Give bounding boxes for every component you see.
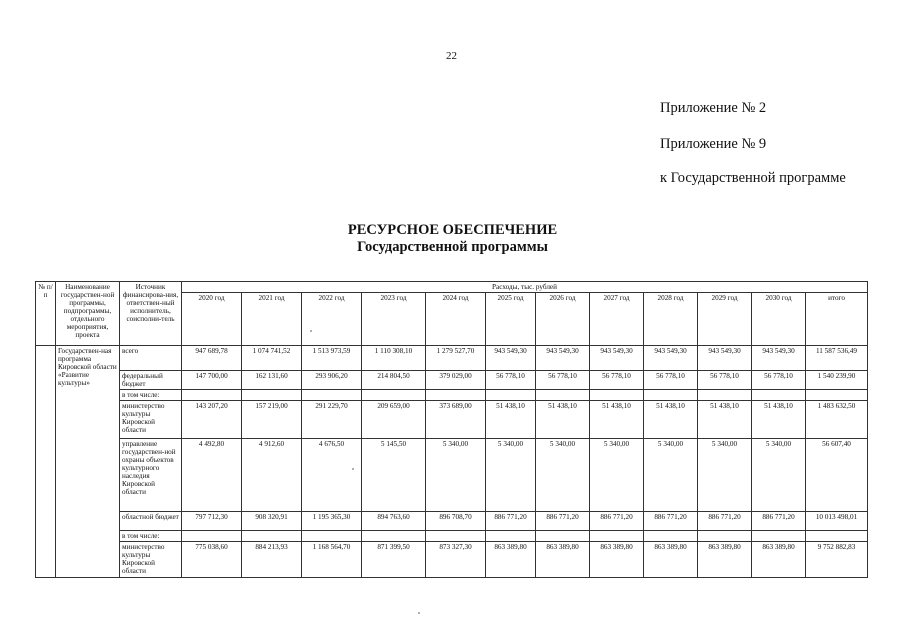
cell-value <box>486 390 536 401</box>
cell-total: 10 013 498,01 <box>806 512 868 531</box>
cell-value: 871 399,50 <box>362 542 426 578</box>
header-year: 2028 год <box>644 293 698 346</box>
resource-table <box>35 281 868 578</box>
cell-source: всего <box>120 346 182 371</box>
cell-value: 4 492,80 <box>182 439 242 512</box>
cell-value: 56 778,10 <box>752 371 806 390</box>
cell-value: 943 549,30 <box>536 346 590 371</box>
cell-value: 943 549,30 <box>486 346 536 371</box>
header-year: 2027 год <box>590 293 644 346</box>
header-year: 2021 год <box>242 293 302 346</box>
cell-value: 209 659,00 <box>362 401 426 439</box>
cell-value: 147 700,00 <box>182 371 242 390</box>
table-row <box>36 439 868 512</box>
table-row <box>36 371 868 390</box>
cell-value: 4 912,60 <box>242 439 302 512</box>
scan-speck <box>352 468 354 470</box>
cell-total <box>806 390 868 401</box>
table-header-row <box>36 282 868 293</box>
cell-value: 56 778,10 <box>536 371 590 390</box>
appendix-line-3: к Государственной программе <box>660 170 846 186</box>
cell-total: 9 752 882,83 <box>806 542 868 578</box>
cell-value <box>426 390 486 401</box>
cell-value: 51 438,10 <box>644 401 698 439</box>
cell-value: 51 438,10 <box>698 401 752 439</box>
cell-value: 863 389,80 <box>486 542 536 578</box>
appendix-line-1: Приложение № 2 <box>660 100 767 116</box>
table-row <box>36 346 868 371</box>
cell-value <box>426 531 486 542</box>
cell-value <box>590 531 644 542</box>
cell-total: 1 540 239,90 <box>806 371 868 390</box>
cell-value: 863 389,80 <box>752 542 806 578</box>
cell-value: 5 340,00 <box>752 439 806 512</box>
table-row <box>36 401 868 439</box>
header-year: 2026 год <box>536 293 590 346</box>
cell-value: 56 778,10 <box>698 371 752 390</box>
cell-value <box>242 531 302 542</box>
cell-value: 775 038,60 <box>182 542 242 578</box>
cell-value: 56 778,10 <box>486 371 536 390</box>
cell-value: 51 438,10 <box>752 401 806 439</box>
cell-value: 947 689,78 <box>182 346 242 371</box>
header-number: № п/п <box>36 282 56 346</box>
header-year: 2020 год <box>182 293 242 346</box>
header-name: Наименование государствен-ной программы, подпрограммы, отдельного мероприятия, проекта <box>56 282 120 346</box>
cell-source: федеральный бюджет <box>120 371 182 390</box>
cell-value <box>362 531 426 542</box>
cell-value: 51 438,10 <box>486 401 536 439</box>
cell-value: 1 513 973,59 <box>302 346 362 371</box>
cell-value: 51 438,10 <box>590 401 644 439</box>
cell-value: 884 213,93 <box>242 542 302 578</box>
cell-value: 863 389,80 <box>698 542 752 578</box>
cell-value: 56 778,10 <box>590 371 644 390</box>
cell-source: министерство культуры Кировской области <box>120 401 182 439</box>
cell-value: 1 195 365,30 <box>302 512 362 531</box>
header-total: итого <box>806 293 868 346</box>
cell-value <box>362 390 426 401</box>
cell-source: управление государствен-ной охраны объектов культурного наследия Кировской области <box>120 439 182 512</box>
cell-value: 886 771,20 <box>536 512 590 531</box>
cell-value <box>698 390 752 401</box>
cell-value: 1 168 564,70 <box>302 542 362 578</box>
cell-source: в том числе: <box>120 390 182 401</box>
cell-value: 51 438,10 <box>536 401 590 439</box>
cell-total: 11 587 536,49 <box>806 346 868 371</box>
cell-value <box>302 531 362 542</box>
cell-value: 1 110 308,10 <box>362 346 426 371</box>
appendix-line-2: Приложение № 9 <box>660 136 767 152</box>
cell-value: 56 778,10 <box>644 371 698 390</box>
cell-total: 1 483 632,50 <box>806 401 868 439</box>
cell-value: 157 219,00 <box>242 401 302 439</box>
header-year: 2024 год <box>426 293 486 346</box>
table-row <box>36 531 868 542</box>
cell-value: 214 804,50 <box>362 371 426 390</box>
document-subtitle: Государственной программы <box>357 239 548 255</box>
header-source: Источник финансирова-ния, ответствен-ный исполнитель, соисполни-тель <box>120 282 182 346</box>
cell-value: 896 708,70 <box>426 512 486 531</box>
cell-value: 373 689,00 <box>426 401 486 439</box>
cell-value: 5 340,00 <box>426 439 486 512</box>
cell-value: 943 549,30 <box>590 346 644 371</box>
cell-number <box>36 346 56 578</box>
cell-value: 5 340,00 <box>590 439 644 512</box>
cell-value <box>644 390 698 401</box>
cell-source: министерство культуры Кировской области <box>120 542 182 578</box>
cell-source: в том числе: <box>120 531 182 542</box>
cell-value <box>486 531 536 542</box>
scan-speck <box>418 612 420 614</box>
header-year: 2029 год <box>698 293 752 346</box>
cell-value: 162 131,60 <box>242 371 302 390</box>
cell-value <box>590 390 644 401</box>
cell-value <box>698 531 752 542</box>
cell-value: 886 771,20 <box>486 512 536 531</box>
cell-value: 943 549,30 <box>644 346 698 371</box>
page-number: 22 <box>446 50 457 62</box>
cell-value: 943 549,30 <box>698 346 752 371</box>
cell-value: 886 771,20 <box>590 512 644 531</box>
cell-value <box>752 390 806 401</box>
cell-value: 5 340,00 <box>486 439 536 512</box>
cell-value: 291 229,70 <box>302 401 362 439</box>
cell-value: 863 389,80 <box>590 542 644 578</box>
cell-value: 5 340,00 <box>536 439 590 512</box>
cell-total <box>806 531 868 542</box>
cell-value: 908 320,91 <box>242 512 302 531</box>
table-row <box>36 390 868 401</box>
header-expenses: Расходы, тыс. рублей <box>182 282 868 293</box>
table-row <box>36 512 868 531</box>
cell-value <box>752 531 806 542</box>
cell-source: областной бюджет <box>120 512 182 531</box>
cell-value: 886 771,20 <box>644 512 698 531</box>
header-year: 2025 год <box>486 293 536 346</box>
cell-value <box>644 531 698 542</box>
cell-value: 863 389,80 <box>644 542 698 578</box>
cell-value: 4 676,50 <box>302 439 362 512</box>
cell-value: 886 771,20 <box>698 512 752 531</box>
scan-speck <box>310 330 312 332</box>
cell-value: 1 074 741,52 <box>242 346 302 371</box>
document-title: РЕСУРСНОЕ ОБЕСПЕЧЕНИЕ <box>347 222 558 238</box>
cell-value: 379 029,00 <box>426 371 486 390</box>
cell-value: 5 145,50 <box>362 439 426 512</box>
cell-value: 894 763,60 <box>362 512 426 531</box>
cell-value: 873 327,30 <box>426 542 486 578</box>
cell-value <box>302 390 362 401</box>
cell-value: 797 712,30 <box>182 512 242 531</box>
cell-value: 5 340,00 <box>698 439 752 512</box>
cell-value: 5 340,00 <box>644 439 698 512</box>
table-row <box>36 542 868 578</box>
cell-value: 886 771,20 <box>752 512 806 531</box>
cell-total: 56 607,40 <box>806 439 868 512</box>
cell-value: 1 279 527,70 <box>426 346 486 371</box>
cell-value: 293 906,20 <box>302 371 362 390</box>
cell-value <box>182 531 242 542</box>
header-year: 2023 год <box>362 293 426 346</box>
cell-program-name: Государствен-ная программа Кировской области «Развитие культуры» <box>56 346 120 578</box>
cell-value <box>536 531 590 542</box>
cell-value: 863 389,80 <box>536 542 590 578</box>
cell-value <box>536 390 590 401</box>
header-year: 2022 год <box>302 293 362 346</box>
header-year: 2030 год <box>752 293 806 346</box>
cell-value <box>242 390 302 401</box>
cell-value: 943 549,30 <box>752 346 806 371</box>
cell-value: 143 207,20 <box>182 401 242 439</box>
cell-value <box>182 390 242 401</box>
